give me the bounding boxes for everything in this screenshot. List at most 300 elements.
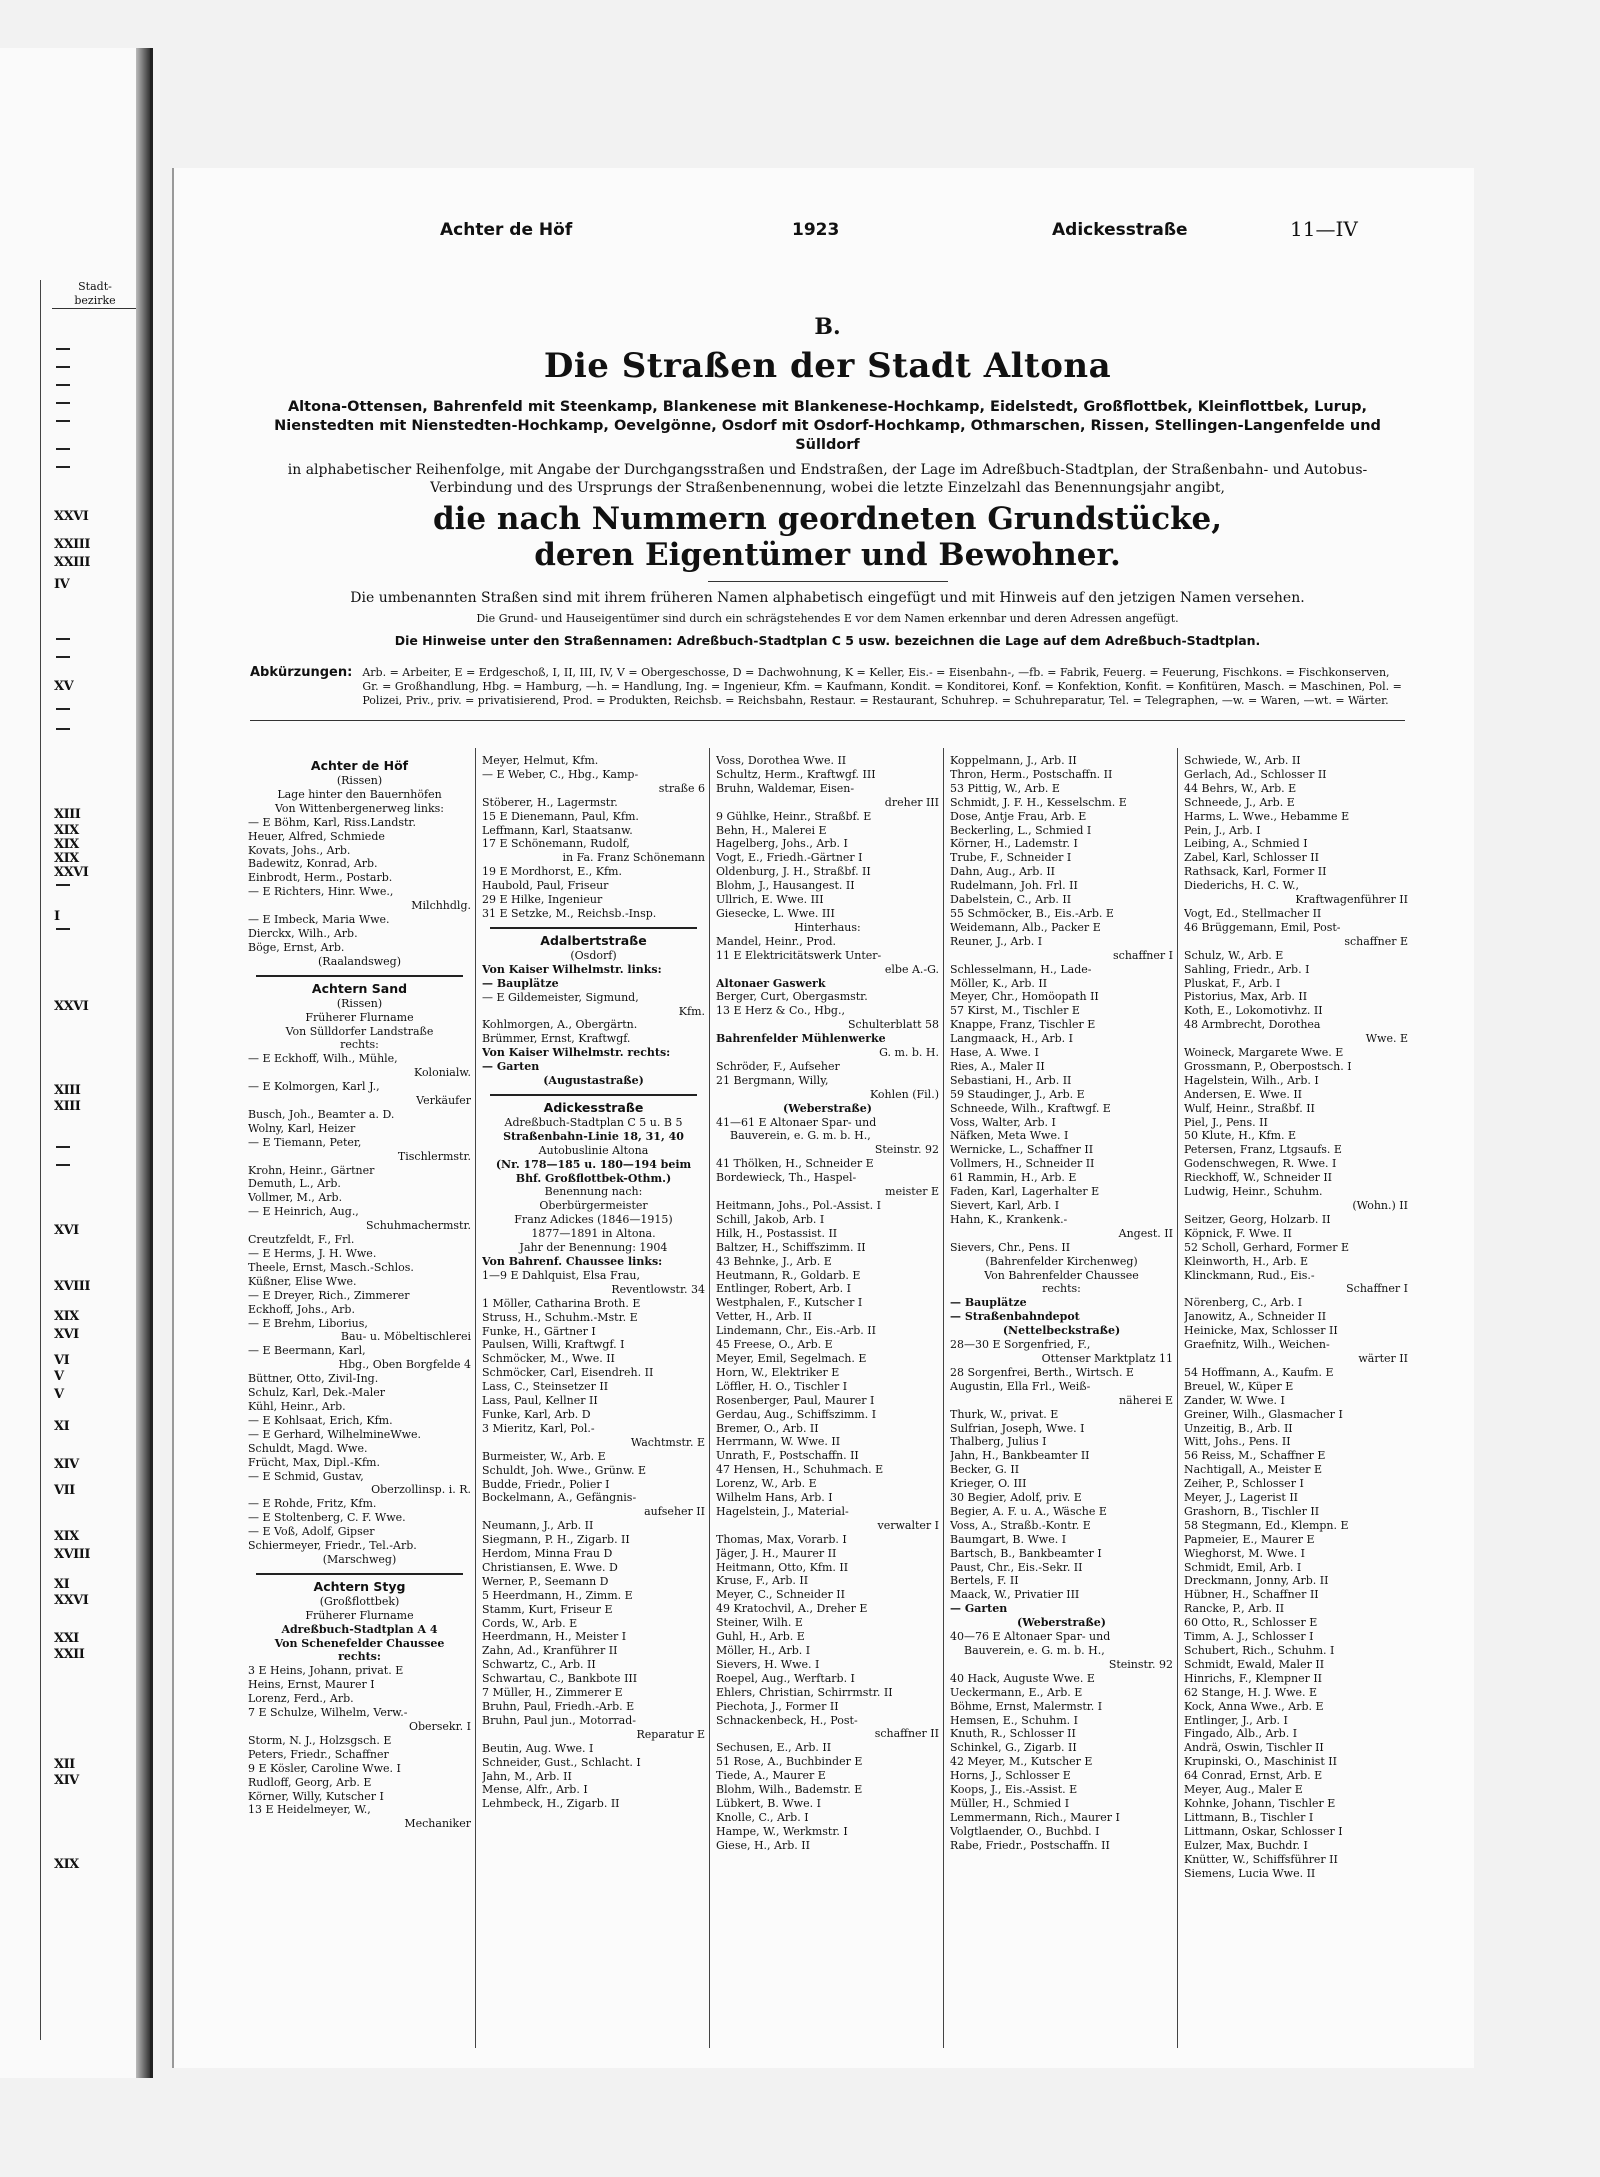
directory-column [1178, 748, 1412, 2048]
directory-entry: rechts: [338, 1650, 381, 1664]
directory-entry: 59 Staudinger, J., Arb. E [950, 1087, 1085, 1101]
directory-entry: Von Bahrenfelder Chaussee [984, 1268, 1139, 1282]
section-rule [490, 927, 697, 929]
district-mark: XVIII [54, 1279, 90, 1294]
directory-entry: 42 Meyer, M., Kutscher E [950, 1755, 1093, 1769]
directory-entry: Krupinski, O., Maschinist II [1184, 1755, 1337, 1769]
directory-entry: Voss, Dorothea Wwe. II [716, 754, 847, 767]
directory-entry: 5 Heerdmann, H., Zimm. E [482, 1588, 633, 1602]
directory-entry: Körner, H., Lademstr. I [950, 837, 1078, 851]
directory-entry: Schmidt, Emil, Arb. I [1184, 1560, 1302, 1574]
directory-entry: Begier, A. F. u. A., Wäsche E [950, 1504, 1107, 1518]
district-mark: XIX [54, 823, 79, 838]
running-head-right: Adickesstraße [1052, 220, 1188, 240]
directory-column [944, 748, 1178, 2048]
directory-entry: Sievers, H. Wwe. I [716, 1657, 820, 1671]
directory-entry: Löffler, H. O., Tischler I [716, 1379, 848, 1393]
directory-entry: Wachtmstr. E [630, 1435, 705, 1449]
directory-entry: Zander, W. Wwe. I [1184, 1393, 1285, 1407]
directory-entry: 1 Möller, Catharina Broth. E [482, 1296, 641, 1310]
ditto-dash [56, 1164, 70, 1166]
directory-entry: Augustin, Ella Frl., Weiß- [950, 1379, 1091, 1393]
abbreviations-text: Arb. = Arbeiter, E = Erdgeschoß, I, II, III, IV, V = Obergeschosse, D = Dachwohnung, K = Keller, Eis.- = Eisenbahn-, —fb. = Fabrik, Feuerg. = Feuerung, Fischkons. = Fischkonserven, Gr. = Großhandlung, Hbg. = Hamburg, —h. = Handlung, Ing. = Ingenieur, Kfm. = Kaufmann, Kondit. = Konditorei, Konf. = Konfektion, Konfit. = Konfitüren, Masch. = Maschinen, Pol. = Polizei, Priv., priv. = privatisierend, Prod. = Produkten, Reichsb. = Reichsbahn, Restaur. = Restaurant, Schuhrep. = Schuhreparatur, Tel. = Telegraphen, —w. = Waren, —wt. = Wärter. [362, 666, 1402, 707]
directory-entry: Greiner, Wilh., Glasmacher I [1184, 1407, 1343, 1421]
directory-entry: Grashorn, B., Tischler II [1184, 1504, 1320, 1518]
directory-entry: Ehlers, Christian, Schirrmstr. II [716, 1685, 893, 1699]
directory-entry: 13 E Herz & Co., Hbg., [716, 1004, 845, 1018]
directory-entry: Sievert, Karl, Arb. I [950, 1199, 1060, 1212]
directory-entry: Meyer, Emil, Segelmach. E [716, 1351, 867, 1365]
directory-entry: Piel, J., Pens. II [1184, 1115, 1268, 1129]
running-head [174, 217, 1474, 248]
directory-entry: Bahrenfelder Mühlenwerke [716, 1032, 886, 1046]
directory-entry: — E Dreyer, Rich., Zimmerer [248, 1288, 410, 1302]
directory-entry: Lage hinter den Bauernhöfen [277, 787, 442, 801]
directory-entry: — E Weber, C., Hbg., Kamp- [482, 767, 639, 781]
directory-entry: Petersen, Franz, Ltgsaufs. E [1184, 1143, 1342, 1157]
directory-entry: Baumgart, B. Wwe. I [950, 1532, 1067, 1546]
ditto-dash [56, 638, 70, 640]
running-head-year: 1923 [792, 220, 840, 240]
directory-entry: Gerlach, Ad., Schlosser II [1184, 767, 1327, 781]
directory-entry: Horn, W., Elektriker E [716, 1365, 840, 1379]
directory-entry: — Straßenbahndepot [950, 1310, 1080, 1324]
ditto-dash [56, 420, 70, 422]
directory-entry: 30 Begier, Adolf, priv. E [950, 1491, 1082, 1505]
directory-entry: Dierckx, Wilh., Arb. [248, 926, 358, 940]
directory-entry: 3 Mieritz, Karl, Pol.- [482, 1421, 595, 1435]
directory-entry: 1877—1891 in Altona. [531, 1227, 656, 1241]
directory-entry: Reuner, J., Arb. I [950, 934, 1043, 948]
directory-entry: 52 Scholl, Gerhard, Former E [1184, 1240, 1350, 1254]
district-mark: XIX [54, 1857, 79, 1872]
district-mark: IV [54, 577, 70, 592]
directory-entry: Lemmermann, Rich., Maurer I [950, 1810, 1120, 1824]
directory-entry: Meyer, C., Schneider II [716, 1588, 845, 1602]
directory-entry: Bruhn, Waldemar, Eisen- [716, 781, 855, 795]
ditto-dash [56, 884, 70, 886]
directory-entry: — E Beermann, Karl, [248, 1344, 366, 1358]
directory-entry: Funke, H., Gärtner I [482, 1324, 596, 1338]
directory-entry: Schneede, J., Arb. E [1184, 795, 1295, 809]
directory-entry: — E Brehm, Liborius, [248, 1316, 368, 1330]
directory-entry: 60 Otto, R., Schlosser E [1184, 1616, 1318, 1630]
street-heading: Achtern Sand [311, 980, 408, 996]
directory-entry: — E Gerhard, WilhelmineWwe. [248, 1427, 422, 1441]
directory-entry: 62 Stange, H. J. Wwe. E [1184, 1685, 1318, 1699]
directory-entry: Blohm, J., Hausangest. II [716, 879, 855, 893]
directory-columns [242, 748, 1414, 2048]
directory-entry: dreher III [884, 795, 939, 809]
directory-entry: Kolonialw. [414, 1066, 471, 1080]
directory-entry: Heuer, Alfred, Schmiede [248, 829, 385, 843]
directory-entry: Ries, A., Maler II [950, 1059, 1045, 1073]
directory-entry: Hagelberg, Johs., Arb. I [716, 837, 848, 851]
directory-entry: Steinstr. 92 [1108, 1657, 1173, 1671]
directory-entry: Guhl, H., Arb. E [716, 1630, 805, 1644]
directory-entry: Schneede, Wilh., Kraftwgf. E [950, 1101, 1111, 1115]
directory-entry: Köpnick, F. Wwe. II [1184, 1226, 1292, 1240]
directory-entry: — E Tiemann, Peter, [248, 1135, 362, 1149]
directory-entry: Früherer Flurname [305, 1010, 414, 1024]
directory-entry: Schmidt, J. F. H., Kesselschm. E [950, 795, 1127, 809]
directory-entry: Rieckhoff, W., Schneider II [1184, 1171, 1333, 1185]
directory-entry: Meyer, Chr., Homöopath II [950, 990, 1099, 1004]
directory-entry: (Weberstraße) [783, 1101, 872, 1115]
directory-entry: in Fa. Franz Schönemann [562, 851, 705, 865]
directory-entry: Bordewieck, Th., Haspel- [716, 1171, 857, 1185]
directory-entry: Schmöcker, Carl, Eisendreh. II [482, 1366, 654, 1380]
district-mark: XIX [54, 851, 79, 866]
directory-entry: Seitzer, Georg, Holzarb. II [1184, 1212, 1331, 1226]
directory-entry: Ullrich, E. Wwe. III [716, 893, 824, 907]
directory-entry: Zabel, Karl, Schlosser II [1184, 851, 1319, 865]
directory-entry: Herdom, Minna Frau D [482, 1547, 613, 1561]
directory-entry: Heerdmann, H., Meister I [482, 1630, 627, 1644]
directory-entry: Mandel, Heinr., Prod. [716, 934, 837, 948]
directory-entry: schaffner I [1113, 948, 1173, 962]
directory-column [476, 748, 710, 2048]
directory-entry: Burmeister, W., Arb. E [482, 1449, 606, 1463]
directory-entry: — E Voß, Adolf, Gipser [248, 1525, 375, 1539]
directory-entry: schaffner E [1344, 934, 1408, 948]
directory-entry: Becker, G. II [950, 1463, 1020, 1477]
directory-entry: Littmann, Oskar, Schlosser I [1184, 1824, 1343, 1838]
directory-column [710, 748, 944, 2048]
directory-entry: Hinrichs, F., Klempner II [1184, 1671, 1323, 1685]
directory-entry: Von Wittenbergenerweg links: [274, 801, 445, 815]
directory-entry: Oberzollinsp. i. R. [371, 1483, 471, 1497]
directory-entry: Hübner, H., Schaffner II [1184, 1588, 1319, 1602]
directory-entry: Budde, Friedr., Polier I [482, 1477, 610, 1491]
directory-entry: Meyer, Aug., Maler E [1184, 1783, 1303, 1797]
directory-entry: Voss, A., Straßb.-Kontr. E [950, 1518, 1091, 1532]
directory-entry: Lorenz, Ferd., Arb. [248, 1692, 354, 1706]
directory-entry: 11 E Elektricitätswerk Unter- [716, 948, 882, 962]
directory-entry: Ludwig, Heinr., Schuhm. [1184, 1185, 1323, 1199]
directory-entry: Jahn, H., Bankbeamter II [950, 1449, 1090, 1463]
directory-entry: Böge, Ernst, Arb. [248, 940, 345, 954]
directory-entry: Trube, F., Schneider I [950, 851, 1072, 865]
directory-entry: (Nr. 178—185 u. 180—194 beim [495, 1157, 692, 1171]
directory-entry: (Raalandsweg) [317, 954, 402, 968]
directory-entry: Heins, Ernst, Maurer I [248, 1678, 375, 1692]
directory-entry: Kohnke, Johann, Tischler E [1184, 1796, 1336, 1810]
ditto-dash [56, 366, 70, 368]
directory-entry: Kraftwagenführer II [1295, 893, 1408, 907]
directory-entry: Unzeitig, B., Arb. II [1184, 1421, 1293, 1435]
district-mark: XXVI [54, 509, 89, 524]
directory-entry: Knappe, Franz, Tischler E [950, 1018, 1096, 1032]
stadtbezirke-header: Stadt- bezirke [52, 280, 138, 309]
directory-entry: 7 E Schulze, Wilhelm, Verw.- [248, 1706, 408, 1720]
directory-entry: verwalter I [877, 1518, 939, 1532]
district-mark: XXVI [54, 999, 89, 1014]
directory-entry: Hemsen, E., Schuhm. I [950, 1713, 1079, 1727]
directory-entry: Reventlowstr. 34 [611, 1282, 705, 1296]
directory-entry: Von Bahrenf. Chaussee links: [482, 1255, 663, 1268]
directory-entry: — E Rohde, Fritz, Kfm. [248, 1497, 377, 1511]
directory-entry: 13 E Heidelmeyer, W., [248, 1803, 371, 1817]
directory-entry: Entlinger, J., Arb. I [1184, 1713, 1288, 1727]
directory-entry: — E Imbeck, Maria Wwe. [248, 913, 390, 927]
ditto-dash [56, 448, 70, 450]
district-mark: XXIII [54, 555, 90, 570]
directory-entry: — E Eckhoff, Wilh., Mühle, [248, 1052, 398, 1066]
directory-entry: Dahn, Aug., Arb. II [950, 865, 1056, 879]
district-mark: XVI [54, 1223, 79, 1238]
directory-entry: Lass, Paul, Kellner II [482, 1394, 598, 1408]
directory-entry: Verkäufer [416, 1094, 471, 1108]
directory-entry: Sievers, Chr., Pens. II [950, 1240, 1071, 1254]
directory-entry: Vollmers, H., Schneider II [950, 1157, 1095, 1171]
abbreviations [250, 666, 1405, 721]
directory-entry: — E Böhm, Karl, Riss.Landstr. [248, 815, 416, 829]
directory-entry: straße 6 [658, 781, 705, 795]
directory-entry: Maack, W., Privatier III [950, 1588, 1080, 1602]
directory-entry: Krohn, Heinr., Gärtner [248, 1163, 375, 1177]
district-mark: XIII [54, 807, 81, 822]
directory-entry: Thomas, Max, Vorarb. I [716, 1532, 847, 1546]
directory-entry: 3 E Heins, Johann, privat. E [248, 1664, 404, 1678]
directory-entry: Westphalen, F., Kutscher I [716, 1296, 863, 1310]
directory-entry: (Osdorf) [570, 948, 617, 962]
directory-entry: Beckerling, L., Schmied I [950, 823, 1092, 837]
directory-entry: 64 Conrad, Ernst, Arb. E [1184, 1769, 1323, 1783]
directory-entry: 50 Klute, H., Kfm. E [1184, 1129, 1297, 1143]
district-mark: XXVI [54, 1593, 89, 1608]
directory-entry: Koppelmann, J., Arb. II [950, 754, 1077, 767]
district-mark: XXVI [54, 865, 89, 880]
directory-entry: Tischlermstr. [397, 1149, 471, 1163]
directory-entry: Schnackenbeck, H., Post- [716, 1713, 858, 1727]
headline-line-2: deren Eigentümer und Bewohner. [534, 537, 1121, 573]
directory-entry: Neumann, J., Arb. II [482, 1519, 594, 1533]
directory-entry: Paust, Chr., Eis.-Sekr. II [950, 1560, 1083, 1574]
directory-entry: Straßenbahn-Linie 18, 31, 40 [503, 1129, 684, 1143]
directory-entry: Hase, A. Wwe. I [950, 1046, 1039, 1060]
directory-entry: Oldenburg, J. H., Straßbf. II [716, 865, 871, 879]
directory-entry: Pein, J., Arb. I [1184, 823, 1261, 837]
directory-entry: Kohlmorgen, A., Obergärtn. [482, 1018, 638, 1032]
directory-entry: Vogt, E., Friedh.-Gärtner I [716, 851, 863, 865]
book-spine-shadow [136, 48, 150, 2078]
districts-list: Altona-Ottensen, Bahrenfeld mit Steenkamp, Blankenese mit Blankenese-Hochkamp, Eidelstedt, Großflottbek, Kleinflottbek, Lurup, Nienstedten mit Nienstedten-Hochkamp, Oevelgönne, Osdorf mit Osdorf-Hochkamp, Othmarschen, Rissen, Stellingen-Langenfelde und Sülldorf [274, 399, 1381, 453]
directory-entry: Hinterhaus: [794, 920, 861, 934]
directory-entry: Böhme, Ernst, Malermstr. I [950, 1699, 1103, 1713]
directory-entry: 9 Gühlke, Heinr., Straßbf. E [716, 809, 872, 823]
page-number: 11—IV [1290, 217, 1358, 241]
district-mark: XIX [54, 1529, 79, 1544]
abbreviations-label: Abkürzungen: [250, 665, 353, 680]
directory-entry: Dabelstein, C., Arb. II [950, 893, 1072, 907]
directory-entry: Piechota, J., Former II [716, 1699, 839, 1713]
district-mark: XVI [54, 1327, 79, 1342]
district-mark: XI [54, 1419, 70, 1434]
section-rule [256, 1573, 463, 1575]
ditto-dash [56, 708, 70, 710]
directory-entry: Struss, H., Schuhm.-Mstr. E [482, 1310, 638, 1324]
directory-entry: Kock, Anna Wwe., Arb. E [1184, 1699, 1324, 1713]
right-page [172, 168, 1474, 2068]
directory-entry: Früherer Flurname [305, 1608, 414, 1622]
directory-entry: Behn, H., Malerei E [716, 823, 827, 837]
street-heading: Achter de Höf [310, 758, 409, 773]
directory-entry: Körner, Willy, Kutscher I [248, 1789, 384, 1803]
directory-entry: Heutmann, R., Goldarb. E [716, 1268, 861, 1282]
directory-entry: 40—76 E Altonaer Spar- und [950, 1630, 1111, 1644]
district-mark: XIX [54, 837, 79, 852]
directory-entry: Demuth, L., Arb. [248, 1177, 341, 1191]
directory-entry: Eckhoff, Johs., Arb. [248, 1302, 355, 1316]
directory-entry: Janowitz, A., Schneider II [1184, 1310, 1327, 1324]
directory-entry: Dose, Antje Frau, Arb. E [950, 809, 1087, 823]
directory-entry: Knütter, W., Schiffsführer II [1184, 1852, 1338, 1866]
district-mark: XIV [54, 1773, 79, 1788]
directory-entry: Wwe. E [1365, 1032, 1408, 1046]
directory-entry: Kohlen (Fil.) [870, 1087, 939, 1101]
directory-entry: Benennung nach: [544, 1185, 643, 1199]
directory-entry: 29 E Hilke, Ingenieur [482, 893, 603, 907]
directory-entry: (Weberstraße) [1017, 1616, 1106, 1630]
directory-entry: Von Kaiser Wilhelmstr. links: [482, 962, 662, 976]
directory-entry: 54 Hoffmann, A., Kaufm. E [1184, 1365, 1334, 1379]
directory-entry: Entlinger, Robert, Arb. I [716, 1282, 851, 1296]
directory-entry: Kühl, Heinr., Arb. [248, 1399, 346, 1413]
directory-entry: Rathsack, Karl, Former II [1184, 865, 1327, 879]
directory-entry: Herrmann, W. Wwe. II [716, 1435, 841, 1449]
directory-entry: Koops, J., Eis.-Assist. E [950, 1783, 1078, 1797]
district-mark: XXI [54, 1631, 79, 1646]
directory-entry: Sulfrian, Joseph, Wwe. I [950, 1421, 1085, 1435]
directory-entry: 17 E Schönemann, Rudolf, [482, 837, 630, 851]
directory-entry: Beutin, Aug. Wwe. I [482, 1741, 594, 1755]
directory-entry: Franz Adickes (1846—1915) [514, 1213, 673, 1227]
directory-entry: Lindemann, Chr., Eis.-Arb. II [716, 1324, 876, 1338]
directory-entry: Giese, H., Arb. II [716, 1838, 810, 1852]
directory-entry: (Rissen) [336, 996, 383, 1010]
directory-entry: Milchhdlg. [411, 899, 471, 913]
directory-entry: Wieghorst, M. Wwe. I [1184, 1546, 1306, 1560]
directory-entry: 28 Sorgenfrei, Berth., Wirtsch. E [950, 1365, 1134, 1379]
directory-entry: Andrä, Oswin, Tischler II [1184, 1741, 1324, 1755]
directory-entry: Schaffner I [1346, 1282, 1408, 1296]
ditto-dash [56, 656, 70, 658]
directory-entry: Wilhelm Hans, Arb. I [716, 1491, 833, 1505]
ditto-dash [56, 728, 70, 730]
directory-entry: Rudloff, Georg, Arb. E [248, 1775, 372, 1789]
directory-entry: 44 Behrs, W., Arb. E [1184, 781, 1297, 795]
directory-entry: (Augustastraße) [543, 1074, 644, 1088]
directory-entry: Berger, Curt, Obergasmstr. [716, 990, 868, 1004]
directory-entry: Näfken, Meta Wwe. I [950, 1129, 1069, 1143]
district-mark: V [54, 1369, 64, 1384]
directory-entry: Hilk, H., Postassist. II [716, 1226, 838, 1240]
directory-entry: Bhf. Großflottbek-Othm.) [515, 1171, 672, 1185]
directory-entry: Haubold, Paul, Friseur [482, 879, 609, 893]
district-mark: XIX [54, 1309, 79, 1324]
directory-entry: 51 Rose, A., Buchbinder E [716, 1755, 863, 1769]
directory-entry: Schulterblatt 58 [847, 1018, 939, 1032]
headline-line-1: die nach Nummern geordneten Grundstücke, [432, 501, 1223, 537]
directory-entry: Jahr der Benennung: 1904 [519, 1241, 668, 1255]
directory-entry: Von Schenefelder Chaussee [274, 1636, 445, 1650]
title-rule [708, 581, 948, 582]
directory-entry: Woineck, Margarete Wwe. E [1184, 1046, 1344, 1060]
directory-entry: 58 Stegmann, Ed., Klempn. E [1184, 1518, 1349, 1532]
directory-entry: Diederichs, H. C. W., [1184, 879, 1300, 893]
directory-entry: — E Schmid, Gustav, [248, 1469, 364, 1483]
district-mark: XIII [54, 1099, 81, 1114]
directory-entry: Jahn, M., Arb. II [482, 1769, 572, 1783]
directory-entry: Giesecke, L. Wwe. III [716, 906, 835, 920]
directory-entry: Andersen, E. Wwe. II [1184, 1087, 1303, 1101]
directory-entry: — E Gildemeister, Sigmund, [482, 990, 639, 1004]
directory-entry: Schlesselmann, H., Lade- [950, 962, 1092, 976]
directory-entry: Witt, Johs., Pens. II [1184, 1435, 1291, 1449]
directory-entry: — E Herms, J. H. Wwe. [248, 1247, 377, 1260]
directory-entry: Lübkert, B. Wwe. I [716, 1796, 821, 1810]
directory-entry: Möller, H., Arb. I [716, 1644, 811, 1657]
directory-entry: Leffmann, Karl, Staatsanw. [482, 823, 633, 837]
section-letter: B. [814, 314, 841, 340]
directory-entry: Vollmer, M., Arb. [248, 1191, 343, 1205]
directory-entry: Schulz, Karl, Dek.-Maler [248, 1386, 386, 1400]
directory-entry: Sechusen, E., Arb. II [716, 1741, 832, 1755]
directory-entry: 1—9 E Dahlquist, Elsa Frau, [482, 1268, 640, 1282]
directory-entry: rechts: [340, 1038, 379, 1052]
directory-entry: Schröder, F., Aufseher [716, 1059, 840, 1073]
directory-entry: 47 Hensen, H., Schuhmach. E [716, 1463, 884, 1477]
directory-entry: — E Heinrich, Aug., [248, 1205, 359, 1219]
directory-entry: Creutzfeldt, F., Frl. [248, 1233, 355, 1247]
directory-entry: — Bauplätze [482, 976, 559, 990]
directory-entry: Krieger, O. III [950, 1477, 1027, 1491]
directory-entry: Rancke, P., Arb. II [1184, 1602, 1285, 1616]
directory-entry: Busch, Joh., Beamter a. D. [248, 1107, 395, 1121]
directory-entry: Von Kaiser Wilhelmstr. rechts: [482, 1046, 671, 1060]
directory-entry: Schmidt, Ewald, Maler II [1184, 1657, 1325, 1671]
directory-entry: meister E [885, 1185, 939, 1199]
directory-entry: Steiner, Wilh. E [716, 1616, 803, 1630]
directory-entry: 41 Thölken, H., Schneider E [716, 1157, 874, 1171]
directory-entry: Angest. II [1118, 1226, 1173, 1240]
directory-entry: Kfm. [678, 1004, 705, 1018]
directory-entry: näherei E [1118, 1393, 1173, 1407]
directory-entry: Bremer, O., Arb. II [716, 1421, 819, 1435]
directory-entry: Lass, C., Steinsetzer II [482, 1380, 609, 1394]
directory-entry: 61 Rammin, H., Arb. E [950, 1171, 1077, 1185]
directory-entry: Timm, A. J., Schlosser I [1184, 1630, 1314, 1644]
directory-entry: Nachtigall, A., Meister E [1184, 1463, 1323, 1477]
district-mark: XIV [54, 1457, 79, 1472]
directory-entry: Graefnitz, Wilh., Weichen- [1184, 1338, 1330, 1352]
directory-entry: Zahn, Ad., Kranführer II [482, 1644, 618, 1658]
directory-entry: Schultz, Herm., Kraftwgf. III [716, 767, 876, 781]
directory-entry: Lorenz, W., Arb. E [716, 1477, 817, 1491]
directory-entry: Vetter, H., Arb. II [716, 1310, 812, 1324]
directory-entry: Einbrodt, Herm., Postarb. [248, 871, 393, 885]
directory-entry: 41—61 E Altonaer Spar- und [716, 1115, 877, 1129]
directory-entry: Sebastiani, H., Arb. II [950, 1073, 1072, 1087]
directory-entry: Knolle, C., Arb. I [716, 1810, 809, 1824]
directory-entry: Volgtlaender, O., Buchbd. I [950, 1824, 1100, 1838]
directory-entry: Stamm, Kurt, Friseur E [482, 1602, 613, 1616]
directory-entry: Thron, Herm., Postschaffn. II [950, 767, 1113, 781]
directory-entry: (Wohn.) II [1352, 1199, 1408, 1212]
directory-entry: G. m. b. H. [879, 1046, 939, 1060]
directory-entry: Lehmbeck, H., Zigarb. II [482, 1797, 620, 1811]
